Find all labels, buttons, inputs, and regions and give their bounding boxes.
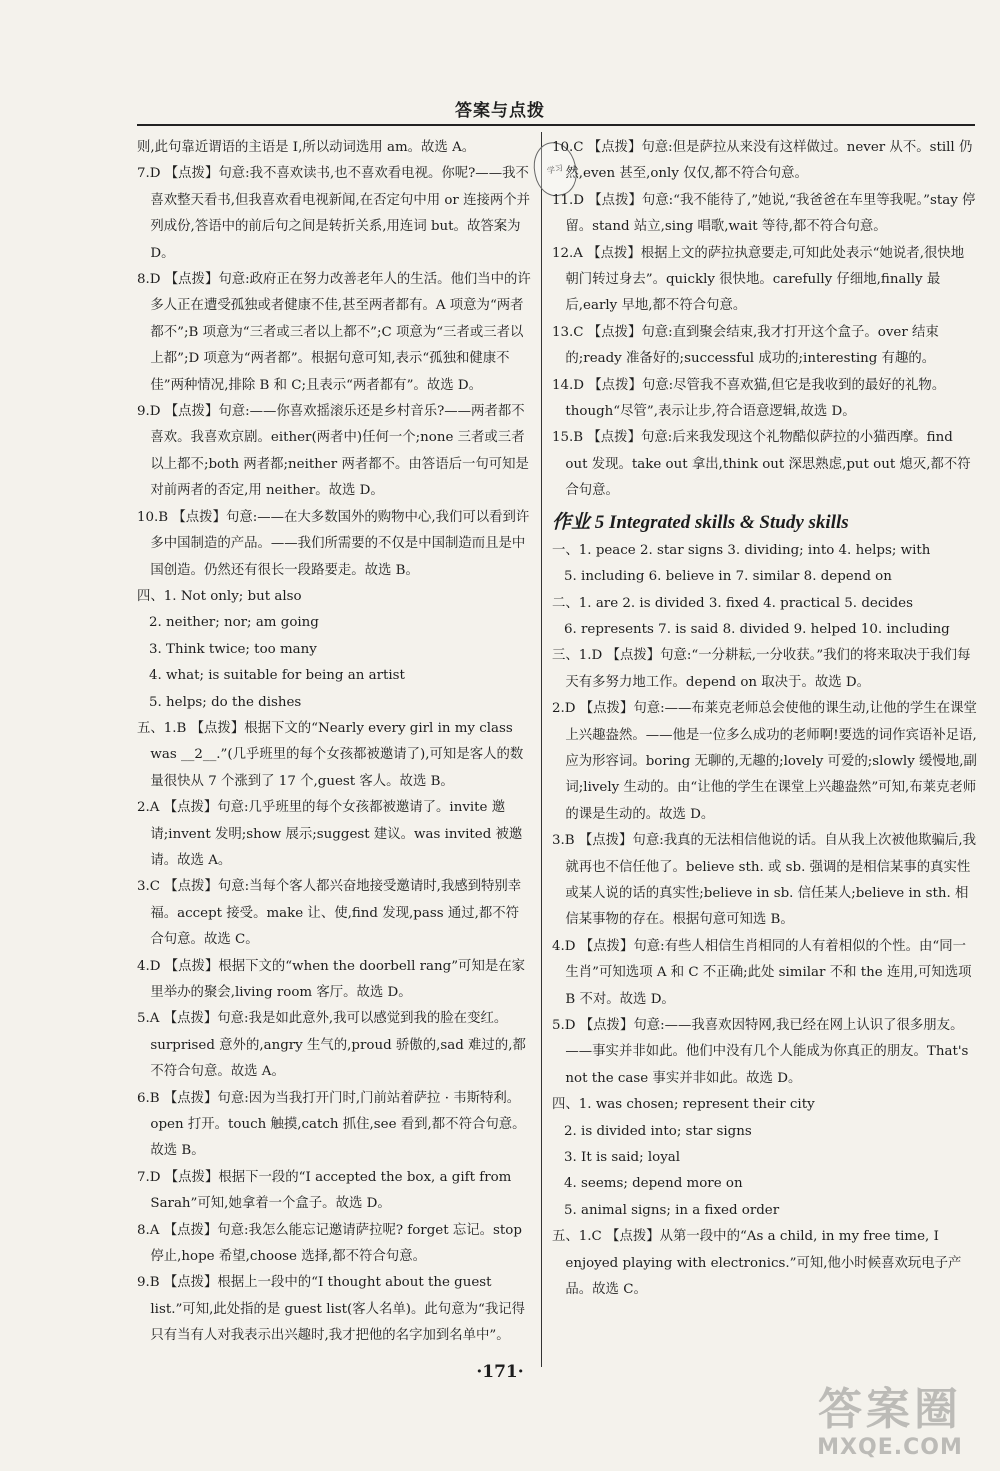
answer-line: 一、1. peace 2. star signs 3. dividing; into 4. helps; with (552, 542, 931, 558)
right-column (552, 135, 977, 1303)
column-divider (541, 132, 542, 1367)
answer-line: 5. animal signs; in a fixed order (564, 1202, 780, 1218)
answer-item (137, 399, 532, 505)
answer-text: 10.B 【点拨】句意:——在大多数国外的购物中心,我们可以看到许多中国制造的产品。——我们所需要的不仅是中国制造而且是中国创造。仍然还有很长一段路要走。故选 B。 (137, 509, 530, 578)
answer-item (137, 505, 532, 584)
answer-text: 7.D 【点拨】句意:我不喜欢读书,也不喜欢看电视。你呢?——我不喜欢整天看书,但我喜欢看电视新闻,在否定句中用 or 连接两个并列成份,答语中的前后句之间是转折关系,用连词 but。故答案为 D。 (137, 166, 531, 261)
answer-text: 9.D 【点拨】句意:——你喜欢摇滚乐还是乡村音乐?——两者都不喜欢。我喜欢京剧。either(两者中)任何一个;none 三者或三者以上都不;both 两者都;neither 两者都不。由答语后一句可知是对前两者的否定,用 neither。故选 D。 (137, 404, 529, 499)
stamp-text: 学习 (546, 162, 564, 176)
answer-text: 5.A 【点拨】句意:我是如此意外,我可以感觉到我的脸在变红。surprised 意外的,angry 生气的,proud 骄傲的,sad 难过的,都不符合句意。故选 A。 (137, 1011, 526, 1080)
answer-text: 14.D 【点拨】句意:尽管我不喜欢猫,但它是我收到的最好的礼物。though“尽管”,表示让步,符合语意逻辑,故选 D。 (552, 377, 946, 420)
page-header: 答案与点拨 (455, 101, 545, 121)
answer-item (552, 828, 977, 934)
answer-line: 2. neither; nor; am going (149, 615, 319, 631)
answer-item (552, 241, 977, 320)
answer-text: 15.B 【点拨】句意:后来我发现这个礼物酷似萨拉的小猫西摩。find out 发现。take out 拿出,think out 深思熟虑,put out 熄灭,都不符合句意。 (552, 430, 971, 499)
answer-text: 9.B 【点拨】根据上一段中的“I thought about the guest list.”可知,此处指的是 guest list(客人名单)。此句意为“我记得只有当有人对我表示出兴趣时,我才把他的名字加到名单中”。 (137, 1275, 525, 1344)
answer-item (137, 1270, 532, 1349)
answer-text: 6.B 【点拨】句意:因为当我打开门时,门前站着萨拉 · 韦斯特利。open 打开。touch 触摸,catch 抓住,see 看到,都不符合句意。故选 B。 (137, 1090, 526, 1159)
answer-line: 6. represents 7. is said 8. divided 9. helped 10. including (564, 621, 950, 637)
answer-text: 13.C 【点拨】句意:直到聚会结束,我才打开这个盒子。over 结束的;ready 准备好的;successful 成功的;interesting 有趣的。 (552, 324, 939, 367)
answer-item (137, 161, 532, 267)
answer-text: 8.D 【点拨】句意:政府正在努力改善老年人的生活。他们当中的许多人正在遭受孤独或者健康不佳,甚至两者都有。A 项意为“两者都不”;B 项意为“三者或三者以上都不”;C 项意为“三者或三者以上都”;D 项意为“两者都”。根据句意可知,表示“孤独和健康不佳”两种情况,排除 B 和 C;且表示“两者都有”。故选 D。 (137, 272, 531, 393)
header-rule (137, 124, 975, 126)
answer-line: 2. is divided into; star signs (564, 1123, 752, 1139)
answer-text: 10.C 【点拨】句意:但是萨拉从来没有这样做过。never 从不。still 仍然,even 甚至,only 仅仅,都不符合句意。 (552, 140, 973, 182)
answer-item (137, 267, 532, 399)
answer-item (137, 954, 532, 1007)
answer-item (137, 1006, 532, 1085)
answer-text: 8.A 【点拨】句意:我怎么能忘记邀请萨拉呢? forget 忘记。stop 停止,hope 希望,choose 选择,都不符合句意。 (137, 1222, 522, 1265)
answer-text: 2.D 【点拨】句意:——布莱克老师总会使他的课生动,让他的学生在课堂上兴趣盎然。——他是一位多么成功的老师啊!要选的词作宾语补足语,应为形容词。boring 无聊的,无趣的;lovely 可爱的;slowly 缓慢地,副词;lively 生动的。由“让他的学生在课堂上兴趣盎然”可知,布莱克老师的课是生动的。故选 D。 (552, 701, 977, 822)
left-column (137, 135, 532, 1350)
answer-item (137, 874, 532, 953)
answer-item (137, 716, 532, 795)
answer-text: 5.D 【点拨】句意:——我喜欢因特网,我已经在网上认识了很多朋友。——事实并非如此。他们中没有几个人能成为你真正的朋友。That's not the case 事实并非如此。故选 D。 (552, 1018, 969, 1086)
answer-item (552, 373, 977, 426)
answer-line: 5. helps; do the dishes (149, 694, 302, 710)
answer-text: 7.D 【点拨】根据下一段的“I accepted the box, a gift from Sarah”可知,她拿着一个盒子。故选 D。 (137, 1169, 512, 1212)
answer-text: 五、1.B 【点拨】根据下文的“Nearly every girl in my class was __2__.”(几乎班里的每个女孩都被邀请了),可知是客人的数量很快从 7 个涨到了 17 个,guest 客人。故选 B。 (137, 720, 524, 789)
answer-line: 四、1. was chosen; represent their city (552, 1097, 815, 1113)
answer-line: 5. including 6. believe in 7. similar 8. depend on (564, 569, 892, 585)
answer-line: 4. seems; depend more on (564, 1176, 743, 1192)
watermark-line1: 答案圈 (818, 1384, 962, 1435)
answer-text: 三、1.D 【点拨】句意:“一分耕耘,一分收获。”我们的将来取决于我们每天有多努力地工作。depend on 取决于。故选 D。 (552, 648, 971, 690)
answer-item (552, 320, 977, 373)
answer-line: 3. It is said; loyal (564, 1150, 681, 1166)
answer-item (552, 696, 977, 828)
section-title: 作业 5 Integrated skills & Study skills (552, 511, 849, 533)
answer-text: 3.B 【点拨】句意:我真的无法相信他说的话。自从我上次被他欺骗后,我就再也不信任他了。believe sth. 或 sb. 强调的是相信某事的真实性或某人说的话的真实性;believe in sb. 信任某人;believe in sth. 相信某事物的存在。根据句意可知选 B。 (552, 833, 976, 928)
answer-item (552, 934, 977, 1013)
answer-text: 2.A 【点拨】句意:几乎班里的每个女孩都被邀请了。invite 邀请;invent 发明;show 展示;suggest 建议。was invited 被邀请。故选 A。 (137, 800, 523, 868)
answer-item (552, 425, 977, 504)
answer-line: 则,此句靠近谓语的主语是 I,所以动词选用 am。故选 A。 (137, 140, 476, 155)
answer-text: 12.A 【点拨】根据上文的萨拉执意要走,可知此处表示“她说者,很快地朝门转过身去”。quickly 很快地。carefully 仔细地,finally 最后,early 早地,都不符合句意。 (552, 245, 965, 314)
answer-text: 五、1.C 【点拨】从第一段中的“As a child, in my free time, I enjoyed playing with electronics.”可知,他小时候喜欢玩电子产品。故选 C。 (552, 1229, 962, 1298)
answer-text: 3.C 【点拨】句意:当每个客人都兴奋地接受邀请时,我感到特别幸福。accept 接受。make 让、使,find 发现,pass 通过,都不符合句意。故选 C。 (137, 879, 522, 948)
answer-text: 4.D 【点拨】句意:有些人相信生肖相同的人有着相似的个性。由“同一生肖”可知选项 A 和 C 不正确;此处 similar 不和 the 连用,可知选项 B 不对。故选 D。 (552, 938, 972, 1007)
answer-item (552, 188, 977, 241)
answer-item (552, 135, 977, 188)
watermark-logo-icon (790, 1385, 990, 1467)
answer-item (137, 795, 532, 874)
answer-item (552, 643, 977, 696)
answer-item (137, 1218, 532, 1271)
answer-item (137, 1086, 532, 1165)
answer-item (137, 1165, 532, 1218)
page-number: ·171· (476, 1362, 524, 1382)
answer-item (552, 1224, 977, 1303)
answer-line: 4. what; is suitable for being an artist (149, 668, 405, 684)
answer-line: 3. Think twice; too many (149, 641, 317, 657)
answer-line: 二、1. are 2. is divided 3. fixed 4. practical 5. decides (552, 595, 913, 611)
watermark-line2: MXQE.COM (817, 1435, 963, 1460)
answer-text: 11.D 【点拨】句意:“我不能待了,”她说,“我爸爸在车里等我呢。”stay 停留。stand 站立,sing 唱歌,wait 等待,都不符合句意。 (552, 192, 976, 235)
answer-line: 四、1. Not only; but also (137, 588, 302, 604)
answer-text: 4.D 【点拨】根据下文的“when the doorbell rang”可知是在家里举办的聚会,living room 客厅。故选 D。 (137, 958, 526, 1000)
answer-item (552, 1013, 977, 1092)
